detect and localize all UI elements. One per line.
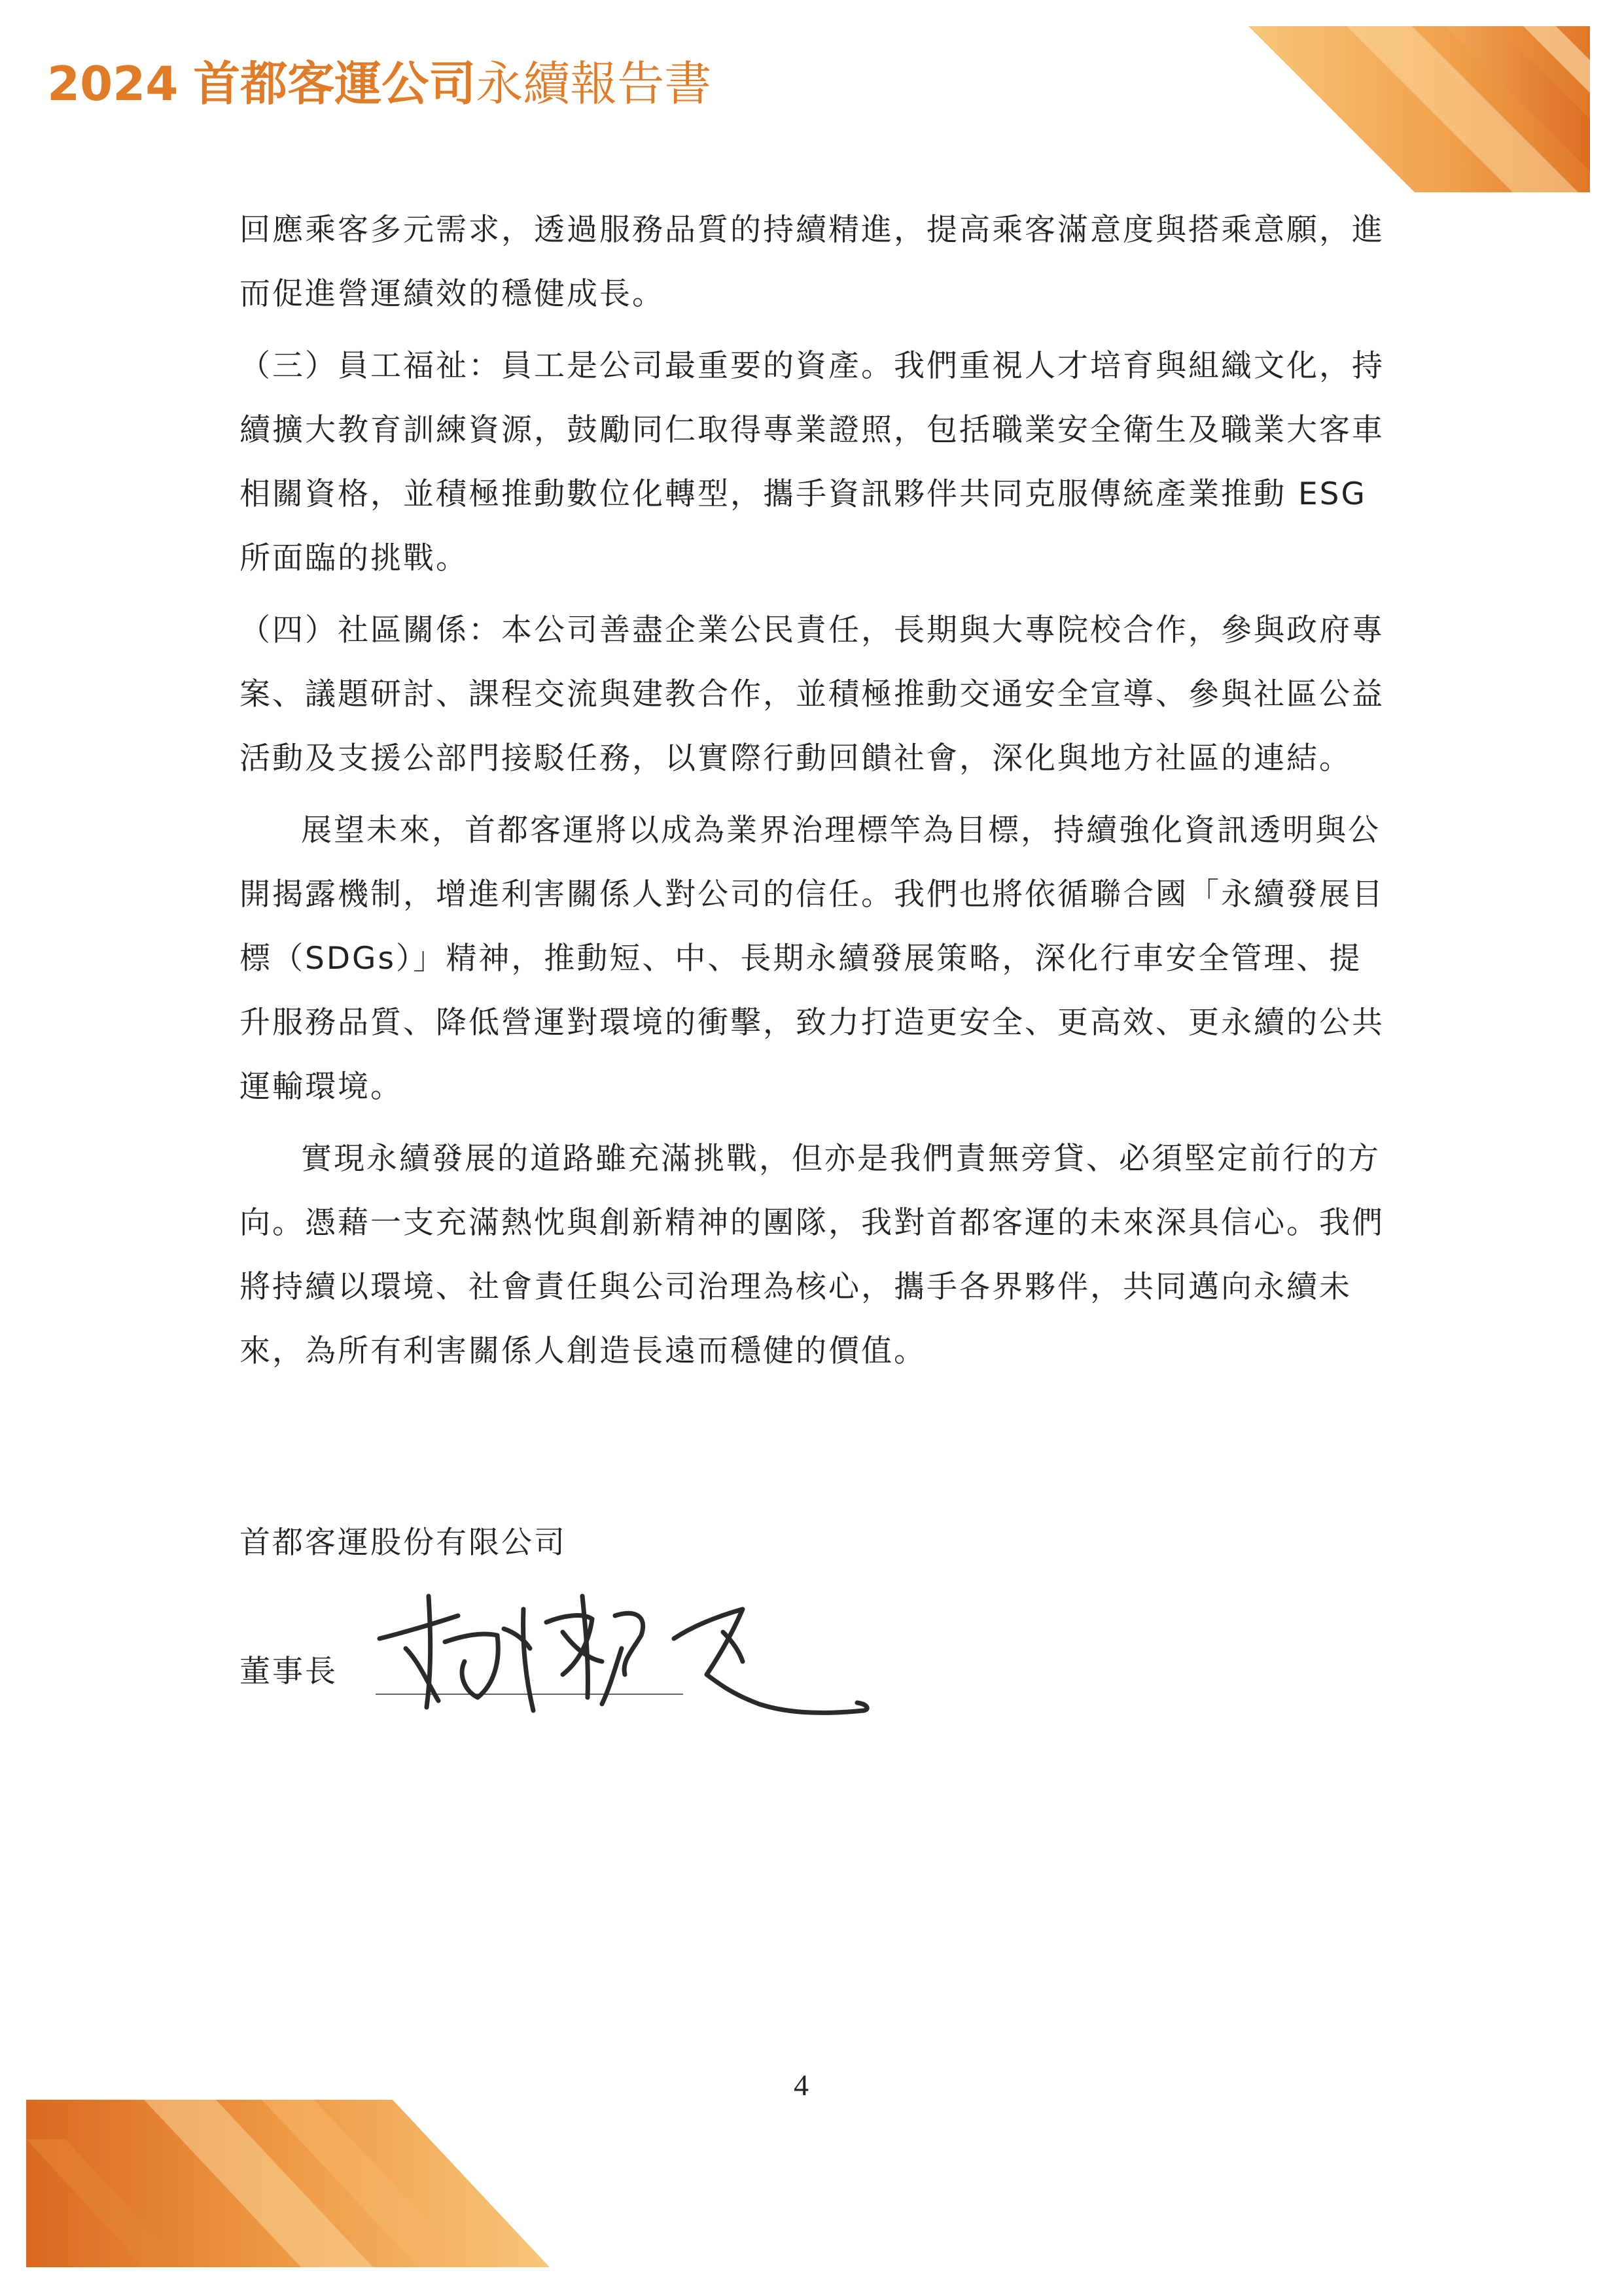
company-name: 首都客運股份有限公司 <box>239 1525 567 1561</box>
report-title: 永續報告書 <box>476 56 712 111</box>
body-text <box>239 198 1391 1383</box>
company-title: 首都客運公司 <box>193 56 476 111</box>
report-year: 2024 <box>47 56 179 111</box>
page-number: 4 <box>794 2068 809 2102</box>
paragraph-employee-welfare: （三）員工福祉：員工是公司最重要的資產。我們重視人才培育與組織文化，持續擴大教育訓練資源，鼓勵同仁取得專業證照，包括職業安全衛生及職業大客車相關資格，並積極推動數位化轉型，攜手資訊夥伴共同克服傳統產業推動 ESG 所面臨的挑戰。 <box>239 348 1385 576</box>
header-stripe-decoration <box>1248 26 1590 192</box>
paragraph-conclusion: 實現永續發展的道路雖充滿挑戰，但亦是我們責無旁貸、必須堅定前行的方向。憑藉一支充滿熱忱與創新精神的團隊，我對首都客運的未來深具信心。我們將持續以環境、社會責任與公司治理為核心，攜手各界夥伴，共同邁向永續未來，為所有利害關係人創造長遠而穩健的價值。 <box>239 1141 1385 1369</box>
paragraph-continuation: 回應乘客多元需求，透過服務品質的持續精進，提高乘客滿意度與搭乘意願，進而促進營運績效的穩健成長。 <box>239 212 1385 312</box>
paragraph-community-relations: （四）社區關係：本公司善盡企業公民責任，長期與大專院校合作，參與政府專案、議題研討、課程交流與建教合作，並積極推動交通安全宣導、參與社區公益活動及支援公部門接駁任務，以實際行動回饋社會，深化與地方社區的連結。 <box>239 612 1385 776</box>
footer-stripe-decoration <box>26 2100 550 2267</box>
paragraph-outlook: 展望未來，首都客運將以成為業界治理標竿為目標，持續強化資訊透明與公開揭露機制，增進利害關係人對公司的信任。我們也將依循聯合國「永續發展目標（SDGs）」精神，推動短、中、長期永續發展策略，深化行車安全管理、提升服務品質、降低營運對環境的衝擊，致力打造更安全、更高效、更永續的公共運輸環境。 <box>239 812 1385 1105</box>
chairman-label: 董事長 <box>239 1654 338 1690</box>
chairman-signature <box>366 1570 890 1740</box>
report-header-title <box>47 56 712 111</box>
